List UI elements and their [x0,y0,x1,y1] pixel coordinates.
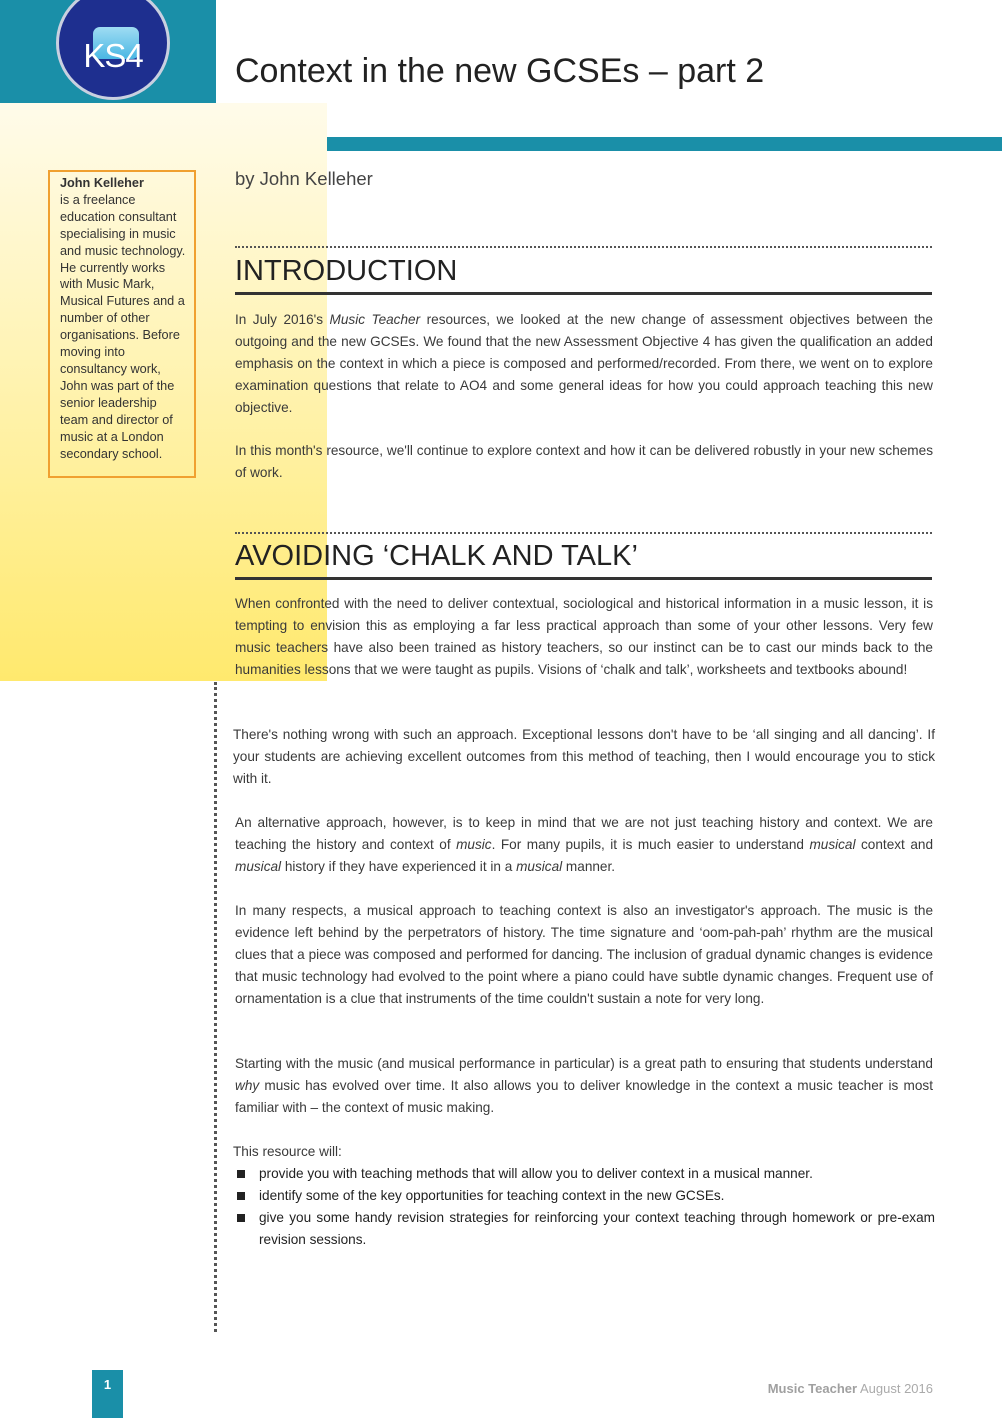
text-run: In July 2016's [235,312,330,327]
introduction-heading: INTRODUCTION [235,254,932,295]
text-run: manner. [562,858,616,874]
page-number: 1 [92,1370,123,1418]
page-title: Context in the new GCSEs – part 2 [235,52,765,90]
resource-bullet-list [235,1163,935,1251]
header-teal-block [0,0,216,103]
intro-paragraph-1 [235,309,933,419]
ks4-badge [56,0,170,100]
list-item [235,1163,935,1185]
emphasis-text: music [456,836,492,852]
ks4-badge-label: KS4 [83,37,143,74]
text-run: music has evolved over time. It also allows you to deliver knowledge in the context a music teacher is most familiar with – the context of music making. [235,1077,933,1115]
square-bullet-icon [237,1192,245,1200]
list-intro: This resource will: [233,1144,342,1159]
author-bio-box [48,170,196,478]
text-run: resources, we looked at the new change of assessment objectives between the outgoing and the new GCSEs. We found that the new Assessment Objective 4 has given the qualification an added emphasis on the context in which a piece is composed and performed/recorded. From there, we went on to explore examination questions that relate to AO4 and some general ideas for how you could approach teaching this new objective. [235,312,933,415]
list-item-text: give you some handy revision strategies for reinforcing your context teaching through homework or pre-exam revision sessions. [259,1209,935,1247]
text-run: An alternative approach, however, is to keep in mind that we are not just teaching history and context. We are teaching the history and context of [235,815,933,852]
section-divider [235,532,932,534]
square-bullet-icon [237,1170,245,1178]
avoiding-paragraph-3 [235,812,933,878]
emphasis-text: musical [516,858,563,874]
emphasis-text: why [235,1077,260,1093]
text-run: context and [855,836,933,852]
vertical-dotted-divider [214,682,217,1332]
avoiding-heading: AVOIDING ‘CHALK AND TALK’ [235,539,932,580]
avoiding-paragraph-2: There's nothing wrong with such an approach. Exceptional lessons don't have to be ‘all singing and all dancing’. If your students are achieving excellent outcomes from this method of teaching, then I would encourage you to stick with it. [233,727,935,786]
avoiding-paragraph-1: When confronted with the need to deliver contextual, sociological and historical information in a music lesson, it is tempting to envision this as employing a far less practical approach than some of your other lessons. Very few music teachers have also been trained as history teachers, so our instinct can be to cast our minds back to the humanities lessons that we were taught as pupils. Visions of ‘chalk and talk’, worksheets and textbooks abound! [235,596,933,677]
text-run: Starting with the music (and musical performance in particular) is a great path to ensuring that students understand [235,1056,933,1071]
square-bullet-icon [237,1214,245,1222]
avoiding-paragraph-5 [235,1053,933,1119]
bio-author-name: John Kelleher [60,176,144,190]
section-divider [235,246,932,248]
list-item [235,1185,935,1207]
text-run: history if they have experienced it in a [281,858,517,874]
emphasis-text: musical [235,858,282,874]
title-accent-bar [327,137,1002,151]
footer-publication: Music Teacher [767,1381,858,1396]
bio-text: is a freelance education consultant specialising in music and music technology. He currently works with Music Mark, Musical Futures and a number of other organisations. Before moving into consultancy work, John was part of the senior leadership team and director of music at a London secondary school. [60,192,186,461]
publication-title: Music Teacher [329,312,421,327]
list-item-text: identify some of the key opportunities for teaching context in the new GCSEs. [259,1187,725,1203]
avoiding-paragraph-4: In many respects, a musical approach to teaching context is also an investigator's approach. The music is the evidence left behind by the perpetrators of history. The time signature and ‘oom-pah-pah’ rhythm are the musical clues that a piece was composed and performed for dancing. The inclusion of gradual dynamic changes is evidence that music technology had evolved to the point where a piano could have subtle dynamic changes. Frequent use of ornamentation is a clue that instruments of the time couldn't sustain a note for very long. [235,903,933,1006]
list-item [235,1207,935,1251]
emphasis-text: musical [809,836,856,852]
text-run: . For many pupils, it is much easier to understand [491,836,810,852]
intro-paragraph-2: In this month's resource, we'll continue to explore context and how it can be delivered robustly in your new schemes of work. [235,443,933,480]
footer-credit [768,1381,933,1396]
list-item-text: provide you with teaching methods that will allow you to deliver context in a musical manner. [259,1166,813,1181]
footer-date: August 2016 [859,1381,933,1396]
byline: by John Kelleher [235,168,373,189]
